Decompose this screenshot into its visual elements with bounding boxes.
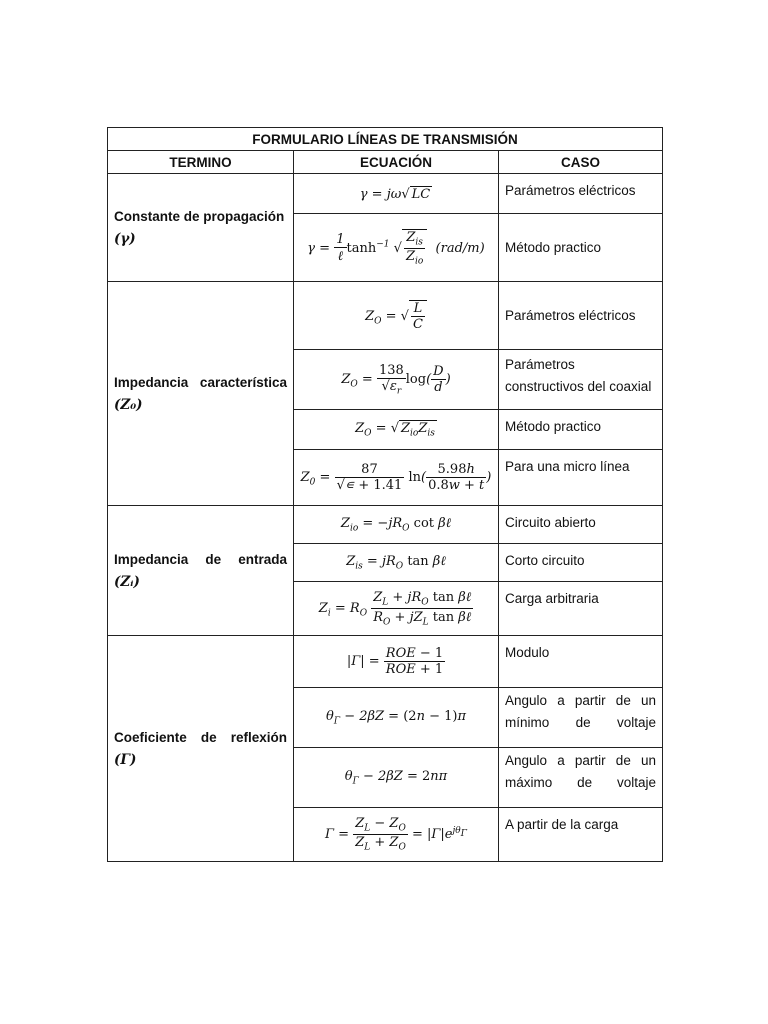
equation-cell	[294, 688, 499, 748]
equation-cell	[294, 174, 499, 214]
equation: $Z_{io} = -jR_O$ cot βℓ	[340, 516, 452, 534]
header-row	[108, 151, 663, 174]
caso-cell: Carga arbitraria	[499, 582, 663, 636]
equation: $Z_0$ = $\frac{87}{√∊ + 1.41}$ ln( $\frac{5.98h}{0.8w + t}$ )	[300, 462, 492, 493]
equation: |Γ| = $\frac{\text{ROE − 1}}{\text{ROE + 1}}$	[346, 646, 444, 677]
term-label: Constante de propagación	[114, 208, 285, 224]
caso-cell: Corto circuito	[499, 544, 663, 582]
equation-cell	[294, 636, 499, 688]
equation-cell	[294, 410, 499, 450]
equation-cell	[294, 582, 499, 636]
term-cell	[108, 506, 294, 636]
equation: $Z_O$ = √ $\frac{L}{C}$	[365, 309, 427, 324]
caso-text: Angulo a partir de un mínimo de voltaje	[505, 693, 657, 730]
header-ecuacion: ECUACIÓN	[294, 151, 499, 174]
equation-cell	[294, 350, 499, 410]
title-row	[108, 128, 663, 151]
equation: $Z_i = R_O$ $\frac{Z_L + jR_O \tan \beta\ell}{R_O + jZ_L \tan \beta\ell}$	[318, 590, 472, 628]
caso-cell: Para una micro línea	[499, 450, 663, 506]
term-symbol: (Γ)	[114, 751, 137, 768]
term-symbol: (γ)	[114, 230, 136, 247]
table-row	[108, 506, 663, 544]
caso-cell	[499, 748, 663, 808]
equation: $Z_O$ = $\frac{138}{√\varepsilon_r}$ log( $\frac{D}{d}$ )	[341, 362, 451, 397]
caso-cell: Parámetros eléctricos	[499, 174, 663, 214]
table-title: FORMULARIO LÍNEAS DE TRANSMISIÓN	[108, 128, 663, 151]
term-cell	[108, 174, 294, 282]
table-row	[108, 282, 663, 350]
caso-cell: Parámetros constructivos del coaxial	[499, 350, 663, 410]
equation: $\theta_\Gamma - 2\beta Z = 2n\pi$	[344, 768, 448, 787]
equation: γ = jω√ LC	[359, 186, 431, 202]
equation: Γ = $\frac{Z_L - Z_O}{Z_L + Z_O}$ = $|\Gamma|e^{j\theta_\Gamma}$	[325, 816, 467, 853]
caso-cell	[499, 688, 663, 748]
term-cell	[108, 636, 294, 862]
term-label: Impedancia de entrada	[114, 551, 287, 567]
caso-cell: Método practico	[499, 214, 663, 282]
formula-table	[107, 127, 663, 862]
header-termino: TERMINO	[108, 151, 294, 174]
caso-text: Angulo a partir de un máximo de voltaje	[505, 753, 657, 790]
equation-cell	[294, 506, 499, 544]
caso-cell: Método practico	[499, 410, 663, 450]
caso-cell: Modulo	[499, 636, 663, 688]
equation-cell	[294, 282, 499, 350]
equation-cell	[294, 544, 499, 582]
term-label: Impedancia característica	[114, 374, 287, 390]
caso-cell: Parámetros eléctricos	[499, 282, 663, 350]
term-symbol: (Z₀)	[114, 396, 143, 413]
equation-cell	[294, 214, 499, 282]
term-symbol: (Zᵢ)	[114, 573, 140, 590]
caso-cell: Circuito abierto	[499, 506, 663, 544]
table-row	[108, 174, 663, 214]
equation-cell	[294, 748, 499, 808]
equation: γ = $\frac{1}{\text{ℓ}}$ $\tanh^{-1}$ √ $\frac{Z_{is}}{Z_{io}}$ (rad/m)	[307, 229, 485, 267]
table-row	[108, 636, 663, 688]
equation: $\theta_\Gamma - 2\beta Z = (2n - 1)\pi$	[326, 708, 466, 727]
equation-cell	[294, 808, 499, 862]
header-caso: CASO	[499, 151, 663, 174]
term-label: Coeficiente de reflexión	[114, 729, 287, 745]
equation: $Z_{is} = jR_O$ tan βℓ	[346, 554, 446, 572]
equation: $Z_O$ = √ $Z_{io}Z_{is}$	[355, 421, 435, 439]
caso-cell: A partir de la carga	[499, 808, 663, 862]
equation-cell	[294, 450, 499, 506]
term-cell	[108, 282, 294, 506]
